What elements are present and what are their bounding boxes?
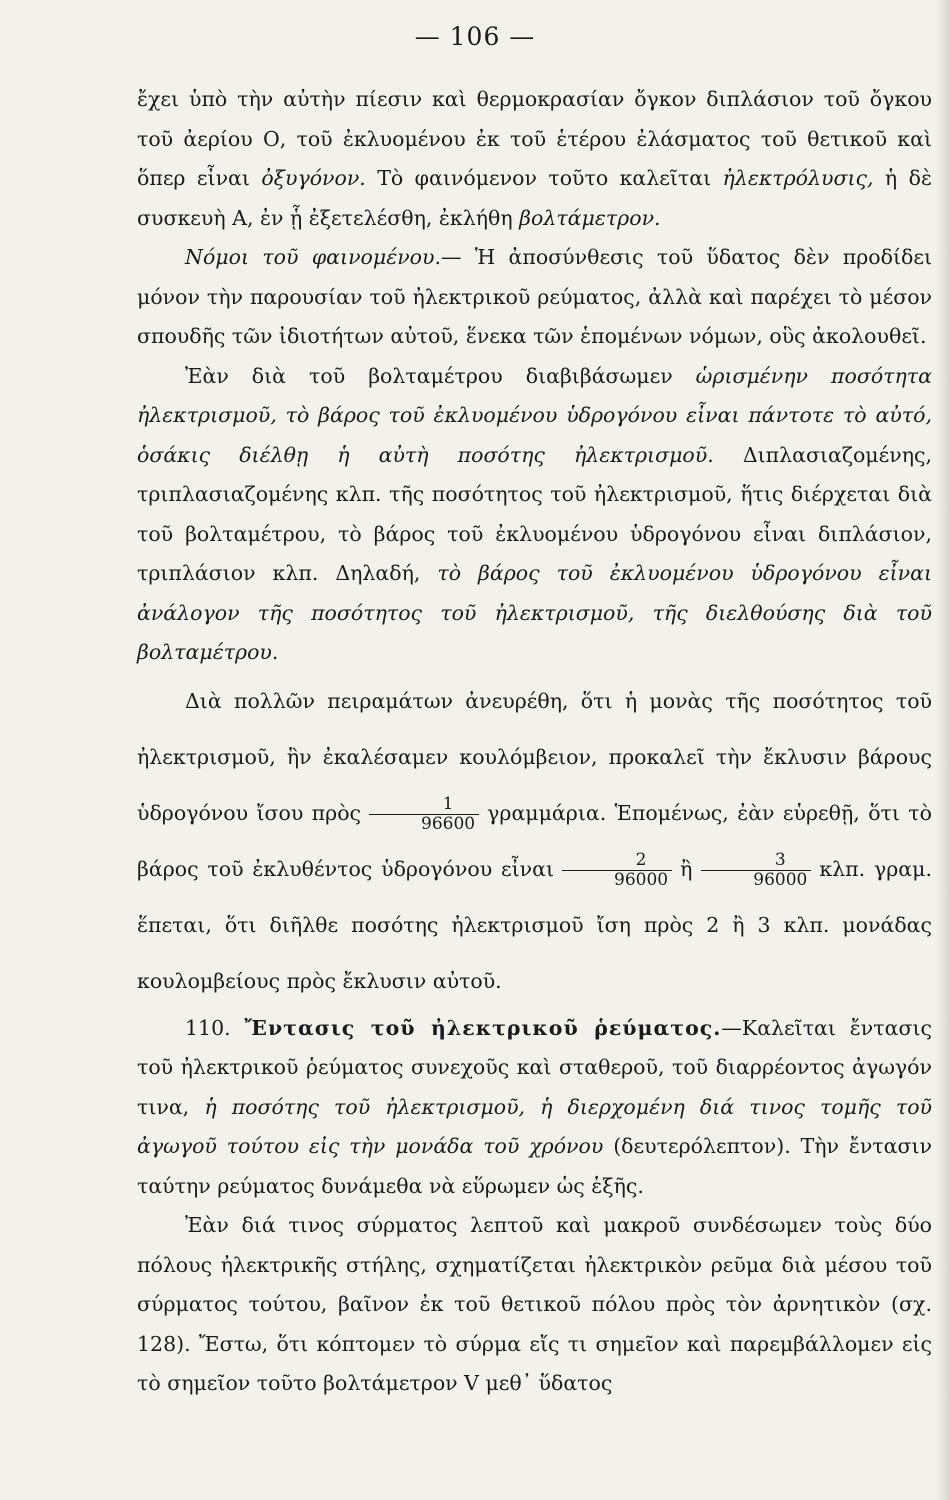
- section-title: Ἔντασις τοῦ ἠλεκτρικοῦ ῥεύματος.: [244, 1015, 722, 1040]
- fraction-1-96600: $\frac{1}{96600}$: [369, 795, 479, 834]
- page-edge-shadow: [936, 0, 950, 1500]
- paragraph-wire-experiment: Ἐὰν διά τινος σύρματος λεπτοῦ καὶ μακροῦ συνδέσωμεν τοὺς δύο πόλους ἠλεκτρικῆς στήλης, σχηματίζεται ἠλεκτρικὸν ρεῦμα διὰ μέσου τοῦ σύρματος τούτου, βαῖνον ἐκ τοῦ θετικοῦ πόλου πρὸς τὸν ἀρνητικὸν (σχ. 128). Ἔστω, ὅτι κόπτομεν τὸ σύρμα εἴς τι σημεῖον καὶ παρεμβάλλομεν εἰς τὸ σημεῖον τοῦτο βολτάμετρον V μεθ᾽ ὕδατος: [137, 1213, 932, 1395]
- body-text: [137, 80, 932, 1404]
- paragraph-electrolysis: ἔχει ὑπὸ τὴν αὐτὴν πίεσιν καὶ θερμοκρασίαν ὄγκον διπλάσιον τοῦ ὄγκου τοῦ ἀερίου Ο, τοῦ ἐκλυομένου ἐκ τοῦ ἑτέρου ἐλάσματος τοῦ θετικοῦ καὶ ὅπερ εἶναι ὀξυγόνον. Τὸ φαινόμενον τοῦτο καλεῖται ἠλεκτρόλυσις, ἡ δὲ συσκευὴ Α, ἐν ᾗ ἐξετελέσθη, ἐκλήθη βολτάμετρον.: [137, 87, 932, 230]
- page-number: — 106 —: [414, 22, 536, 51]
- paragraph-coulomb: Διὰ πολλῶν πειραμάτων ἀνευρέθη, ὅτι ἡ μονὰς τῆς ποσότητος τοῦ ἠλεκτρισμοῦ, ἣν ἐκαλέσαμεν κουλόμβειον, προκαλεῖ τὴν ἔκλυσιν βάρους ὑδρογόνου ἴσου πρὸς $\frac{1}{96600}$ γραμμάρια. Ἑπομένως, ἐὰν εὑρεθῇ, ὅτι τὸ βάρος τοῦ ἐκλυθέντος ὑδρογόνου εἶναι $\frac{2}{96000}$ ἢ $\frac{3}{96000}$ κλπ. γραμ. ἕπεται, ὅτι διῆλθε ποσότης ἠλεκτρισμοῦ ἴση πρὸς 2 ἢ 3 κλπ. μονάδας κουλομβείους πρὸς ἔκλυσιν αὐτοῦ.: [137, 688, 932, 993]
- fraction-3-96000: $\frac{3}{96000}$: [701, 851, 811, 890]
- paragraph-laws: Νόμοι τοῦ φαινομένου.— Ἡ ἀποσύνθεσις τοῦ ὕδατος δὲν προδίδει μόνον τὴν παρουσίαν τοῦ ἠλεκτρικοῦ ρεύματος, ἀλλὰ καὶ παρέχει τὸ μέσον σπουδῆς τῶν ἰδιοτήτων αὐτοῦ, ἕνεκα τῶν ἑπομένων νόμων, οὓς ἀκολουθεῖ.: [137, 245, 932, 348]
- paragraph-first-law: Ἐὰν διὰ τοῦ βολταμέτρου διαβιβάσωμεν ὡρισμένην ποσότητα ἠλεκτρισμοῦ, τὸ βάρος τοῦ ἐκλυομένου ὑδρογόνου εἶναι πάντοτε τὸ αὐτό, ὁσάκις διέλθῃ ἡ αὐτὴ ποσότης ἠλεκτρισμοῦ. Διπλασιαζομένης, τριπλασιαζομένης κλπ. τῆς ποσότητος τοῦ ἠλεκτρισμοῦ, ἥτις διέρχεται διὰ τοῦ βολταμέτρου, τὸ βάρος τοῦ ἐκλυομένου ὑδρογόνου εἶναι διπλάσιον, τριπλάσιον κλπ. Δηλαδή, τὸ βάρος τοῦ ἐκλυομένου ὑδρογόνου εἶναι ἀνάλογον τῆς ποσότητος τοῦ ἠλεκτρισμοῦ, τῆς διελθούσης διὰ τοῦ βολταμέτρου.: [137, 363, 932, 664]
- fraction-2-96000: $\frac{2}{96000}$: [562, 851, 672, 890]
- paragraph-section-110: 110. Ἔντασις τοῦ ἠλεκτρικοῦ ῥεύματος.—Καλεῖται ἔντασις τοῦ ἠλεκτρικοῦ ῥεύματος συνεχοῦς καὶ σταθεροῦ, τοῦ διαρρέοντος ἀγωγόν τινα, ἡ ποσότης τοῦ ἠλεκτρισμοῦ, ἡ διερχομένη διά τινος τομῆς τοῦ ἀγωγοῦ τούτου εἰς τὴν μονάδα τοῦ χρόνου (δευτερόλεπτον). Τὴν ἔντασιν ταύτην ρεύματος δυνάμεθα νὰ εὕρωμεν ὡς ἑξῆς.: [137, 1015, 932, 1198]
- section-number: 110.: [185, 1015, 231, 1040]
- laws-heading: Νόμοι τοῦ φαινομένου.: [185, 245, 441, 269]
